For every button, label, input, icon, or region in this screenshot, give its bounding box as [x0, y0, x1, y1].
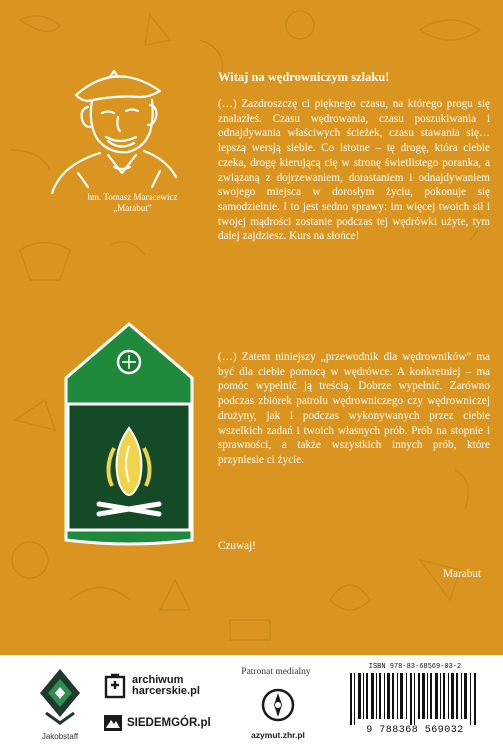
archiwum-line1: archiwum: [132, 674, 184, 686]
isbn-text: ISBN 978-83-68569-03-2: [368, 663, 462, 671]
siedemgor-logo: [104, 715, 211, 731]
author-portrait-sketch: [48, 55, 188, 195]
isbn-barcode: [340, 663, 490, 743]
paragraph-intro: (…) Zazdroszczę ci pięknego czasu, na którego progu się znalazłeś. Czasu wędrowania, czasu poszukiwania i odnajdywania właściwych ścieżek, czasu stawania się… lepszą wersją siebie. Co istotne – tę drogę, która ciebie czeka, drogę kierującą cię w stronę świetlistego poranka, a związaną z dojrzewaniem, dorastaniem i odnajdywaniem swojego miejsca w dorosłym życiu, pokonuje się samodzielnie. I to jest sedno sprawy: im więcej twoich sił i twojej mądrości zostanie podczas tej wędrówki użyte, tym dalej zajdziesz. Kurs na słońce!: [218, 98, 490, 243]
archiwum-line2: harcerskie.pl: [132, 685, 200, 697]
patronat-label: Patronat medialny: [241, 667, 311, 677]
signature: Marabut: [443, 568, 481, 580]
paragraph-guide: (…) Zatem niniejszy „przewodnik dla wędrowników” ma być dla ciebie pomocą w wędrówce. A konkretniej – ma pomóc wypełnić ją treścią. Dobrze wypełnić. Zarówno podczas zbiórek patrolu wędrowniczego czy wędrowniczej drużyny, jak i podczas wykonywanych przez ciebie wszelkich zadań i twoich własnych prób. Prób na stopnie i sprawności, a także wszystkich innych prób, które przyniesie ci życie.: [218, 351, 490, 466]
azymut-logo: [248, 687, 308, 740]
archiwum-harcerskie-logo: [104, 671, 200, 701]
closing-greeting: Czuwaj!: [218, 540, 256, 552]
archive-box-icon: [104, 673, 126, 699]
jakobstaff-emblem-icon: [38, 667, 82, 725]
jakobstaff-logo: [36, 667, 84, 747]
portrait-caption: [70, 192, 195, 214]
barcode-number: 9 788368 569032: [366, 725, 464, 736]
jakobstaff-label: Jakobstaff: [41, 732, 79, 741]
compass-icon: [258, 687, 298, 723]
publisher-footer: [0, 655, 503, 750]
caption-nickname: „Marabut”: [113, 203, 152, 213]
barcode-icon: [348, 673, 482, 725]
siedemgor-mountain-icon: [104, 715, 122, 731]
scout-shoulder-badge: [54, 318, 204, 550]
azymut-label: azymut.zhr.pl: [251, 730, 305, 740]
page-heading: Witaj na wędrowniczym szlaku!: [218, 70, 390, 84]
siedemgor-label: SIEDEMGÓR.pl: [127, 717, 211, 729]
caption-name: hm. Tomasz Maracewicz: [87, 192, 178, 202]
